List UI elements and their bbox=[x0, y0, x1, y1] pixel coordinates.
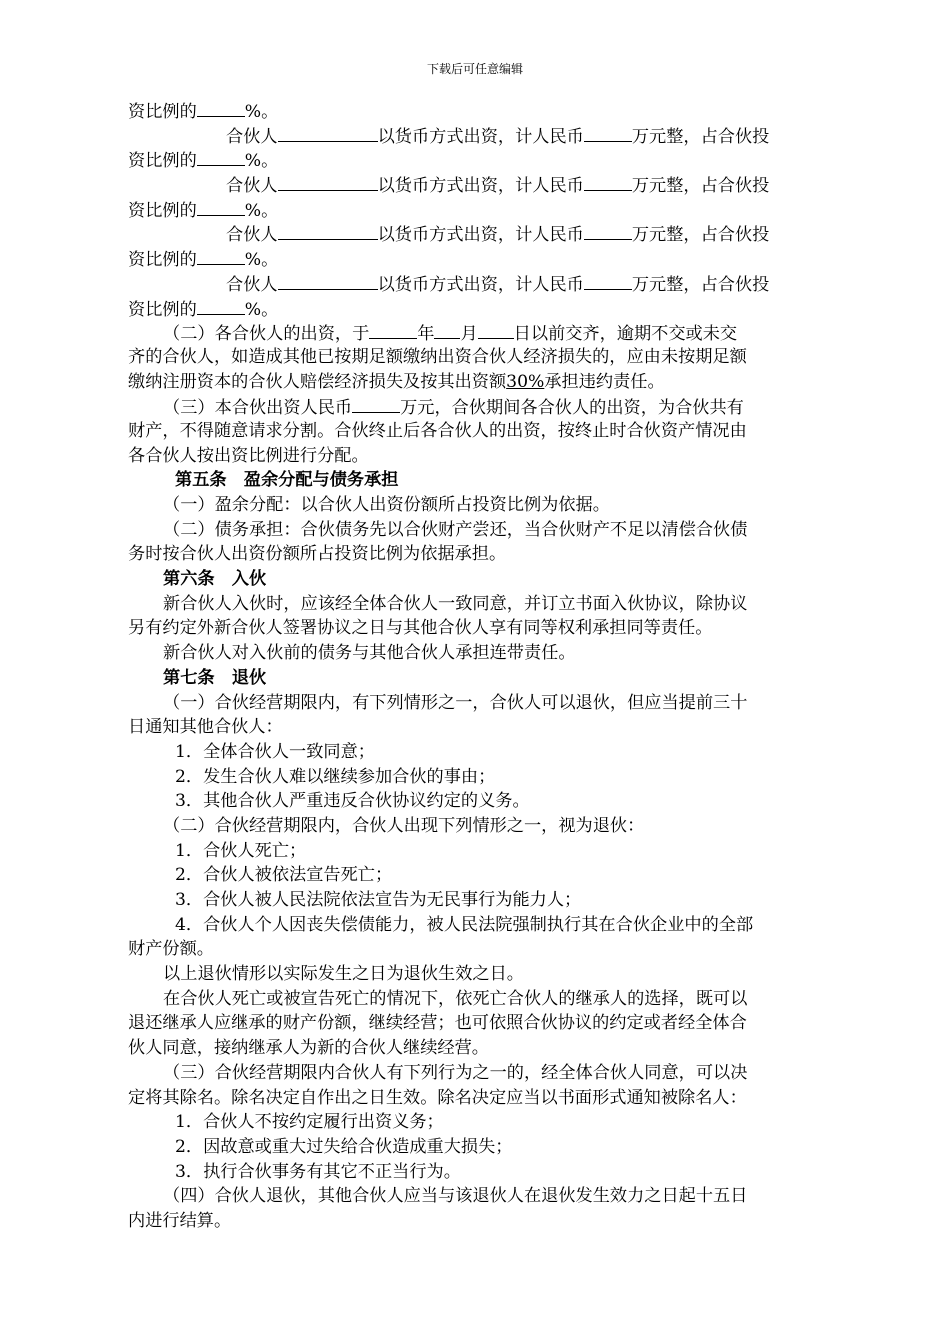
text-span: 万元整，占合伙投 bbox=[631, 274, 770, 295]
text-span: 万元，合伙期间各合伙人的出资，为合伙共有 bbox=[400, 398, 744, 419]
text-line: 伙人同意，接纳继承人为新的合伙人继续经营。 bbox=[128, 1038, 489, 1059]
text-span: 日以前交齐，逾期不交或未交 bbox=[513, 324, 738, 345]
blank-field bbox=[278, 271, 378, 290]
text-line bbox=[128, 123, 824, 148]
blank-field bbox=[584, 172, 632, 191]
list-item: 3．合伙人被人民法院依法宣告为无民事行为能力人； bbox=[175, 890, 582, 910]
text-span: 以货币方式出资，计人民币 bbox=[377, 126, 584, 147]
text-span: 资比例的 bbox=[128, 200, 197, 221]
blank-field bbox=[197, 296, 245, 315]
text-span: 万元整，占合伙投 bbox=[631, 176, 770, 197]
article-heading: 第六条 入伙 bbox=[163, 569, 267, 590]
blank-field bbox=[278, 221, 378, 240]
article-heading: 第五条 盈余分配与债务承担 bbox=[175, 470, 399, 491]
text-line: 齐的合伙人，如造成其他已按期足额缴纳出资合伙人经济损失的，应由未按期足额 bbox=[128, 346, 747, 367]
text-line: 财产份额。 bbox=[128, 939, 214, 960]
text-line: 内进行结算。 bbox=[128, 1210, 232, 1231]
text-span: 缴纳注册资本的合伙人赔偿经济损失及按其出资额 bbox=[128, 371, 507, 392]
text-line bbox=[128, 147, 824, 172]
list-item: 1．全体合伙人一致同意； bbox=[175, 741, 375, 762]
text-line: 定将其除名。除名决定自作出之日生效。除名决定应当以书面形式通知被除名人： bbox=[128, 1087, 747, 1108]
text-line: 财产，不得随意请求分割。合伙终止后各合伙人的出资，按终止时合伙资产情况由 bbox=[128, 420, 747, 441]
blank-field bbox=[584, 271, 632, 290]
list-item: 2．因故意或重大过失给合伙造成重大损失； bbox=[175, 1136, 513, 1157]
blank-field bbox=[278, 172, 378, 191]
text-line: 日通知其他合伙人： bbox=[128, 717, 283, 738]
list-item: 1．合伙人死亡； bbox=[175, 840, 307, 861]
blank-field bbox=[197, 197, 245, 216]
document-body bbox=[128, 98, 824, 1234]
text-line: （二）债务承担：合伙债务先以合伙财产尝还，当合伙财产不足以清偿合伙债 bbox=[163, 519, 748, 540]
text-line bbox=[128, 296, 824, 321]
text-span: 资比例的 bbox=[128, 299, 197, 320]
text-span: 合伙人 bbox=[226, 176, 278, 197]
text-line: 各合伙人按出资比例进行分配。 bbox=[128, 445, 369, 466]
list-item: 3．执行合伙事务有其它不正当行为。 bbox=[175, 1161, 461, 1182]
blank-field bbox=[584, 123, 632, 142]
text-span: %。 bbox=[244, 151, 279, 172]
list-item: 4．合伙人个人因丧失偿债能力，被人民法院强制执行其在合伙企业中的全部 bbox=[175, 914, 754, 935]
text-line bbox=[128, 320, 824, 345]
page-header: 下载后可任意编辑 bbox=[426, 62, 523, 76]
text-span: 以货币方式出资，计人民币 bbox=[377, 274, 584, 295]
text-line: 在合伙人死亡或被宣告死亡的情况下，依死亡合伙人的继承人的选择，既可以 bbox=[163, 988, 748, 1009]
text-line: （三）合伙经营期限内合伙人有下列行为之一的，经全体合伙人同意，可以决 bbox=[163, 1062, 748, 1083]
text-span: 年 bbox=[417, 324, 435, 345]
text-span: 资比例的 bbox=[128, 102, 197, 122]
text-span: 万元整，占合伙投 bbox=[631, 126, 770, 147]
text-span: %。 bbox=[244, 250, 279, 271]
text-line bbox=[128, 172, 824, 197]
text-line: 以上退伙情形以实际发生之日为退伙生效之日。 bbox=[163, 964, 524, 985]
text-line: （二）合伙经营期限内，合伙人出现下列情形之一，视为退伙： bbox=[163, 815, 645, 836]
text-line: 务时按合伙人出资份额所占投资比例为依据承担。 bbox=[128, 544, 507, 565]
text-span: 以货币方式出资，计人民币 bbox=[377, 176, 584, 197]
text-span: 承担违约责任。 bbox=[544, 371, 665, 392]
text-line bbox=[128, 271, 824, 296]
list-item: 1．合伙人不按约定履行出资义务； bbox=[175, 1112, 444, 1133]
text-span: 合伙人 bbox=[226, 225, 278, 246]
blank-field bbox=[584, 221, 632, 240]
text-span: 合伙人 bbox=[226, 274, 278, 295]
text-span: %。 bbox=[244, 200, 279, 221]
blank-field bbox=[352, 394, 400, 413]
text-span: %。 bbox=[244, 102, 279, 122]
text-line bbox=[128, 197, 824, 222]
text-span: 万元整，占合伙投 bbox=[631, 225, 770, 246]
text-line bbox=[128, 370, 824, 395]
text-line: （一）合伙经营期限内，有下列情形之一，合伙人可以退伙，但应当提前三十 bbox=[163, 692, 748, 713]
text-line: 另有约定外新合伙人签署协议之日与其他合伙人享有同等权利承担同等责任。 bbox=[128, 618, 713, 639]
article-heading: 第七条 退伙 bbox=[163, 667, 267, 688]
blank-field bbox=[197, 98, 245, 117]
text-span: （二）各合伙人的出资，于 bbox=[163, 324, 370, 345]
list-item: 2．发生合伙人难以继续参加合伙的事由； bbox=[175, 766, 496, 787]
text-line: 退还继承人应继承的财产份额，继续经营；也可依照合伙协议的约定或者经全体合 bbox=[128, 1013, 747, 1034]
text-line bbox=[128, 98, 824, 123]
blank-field bbox=[197, 246, 245, 265]
text-span: 资比例的 bbox=[128, 250, 197, 271]
list-item: 3．其他合伙人严重违反合伙协议约定的义务。 bbox=[175, 791, 530, 812]
text-line: （一）盈余分配：以合伙人出资份额所占投资比例为依据。 bbox=[163, 495, 610, 515]
blank-field bbox=[278, 123, 378, 142]
text-span: 资比例的 bbox=[128, 151, 197, 172]
blank-field bbox=[434, 320, 460, 339]
list-item: 2．合伙人被依法宣告死亡； bbox=[175, 865, 393, 886]
text-line: 新合伙人入伙时，应该经全体合伙人一致同意，并订立书面入伙协议，除协议 bbox=[163, 593, 748, 614]
text-span: （三）本合伙出资人民币 bbox=[163, 398, 353, 419]
text-line: （四）合伙人退伙，其他合伙人应当与该退伙人在退伙发生效力之日起十五日 bbox=[163, 1186, 748, 1207]
underlined-percent: 30% bbox=[506, 371, 545, 392]
blank-field bbox=[369, 320, 417, 339]
text-line: 新合伙人对入伙前的债务与其他合伙人承担连带责任。 bbox=[163, 643, 576, 664]
text-span: 合伙人 bbox=[226, 126, 278, 147]
text-span: 月 bbox=[460, 324, 478, 345]
text-line bbox=[128, 394, 824, 419]
text-line bbox=[128, 246, 824, 271]
text-span: 以货币方式出资，计人民币 bbox=[377, 225, 584, 246]
text-line bbox=[128, 221, 824, 246]
blank-field bbox=[478, 320, 514, 339]
text-span: %。 bbox=[244, 299, 279, 320]
blank-field bbox=[197, 147, 245, 166]
